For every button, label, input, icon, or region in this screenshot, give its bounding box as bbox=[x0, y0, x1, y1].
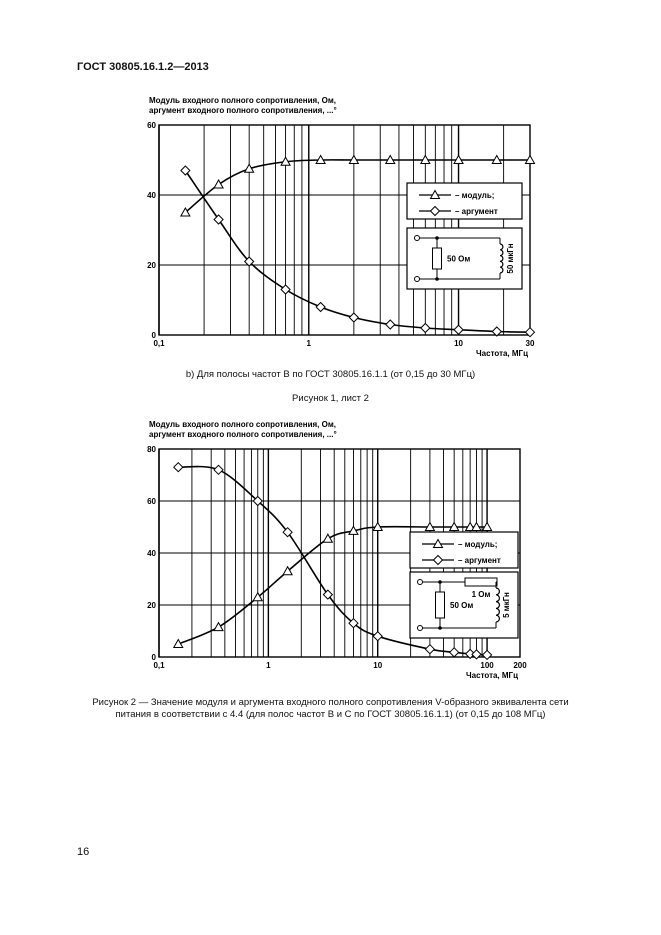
page-number: 16 bbox=[77, 846, 90, 858]
y-tick-label: 20 bbox=[147, 601, 156, 610]
document-header: ГОСТ 30805.16.1.2—2013 bbox=[77, 61, 209, 73]
x-tick-label: 200 bbox=[513, 661, 527, 670]
x-tick-label: 30 bbox=[525, 339, 535, 348]
chart-title-line-1: Модуль входного полного сопротивления, Ом, bbox=[149, 96, 336, 105]
data-point-argument bbox=[483, 650, 492, 659]
x-tick-label: 0,1 bbox=[153, 661, 165, 670]
y-tick-label: 60 bbox=[147, 121, 156, 130]
legend-label: – аргумент bbox=[458, 556, 501, 565]
figure-1-label: Рисунок 1, лист 2 bbox=[292, 393, 369, 404]
shunt-resistor-label: 50 Ом bbox=[447, 254, 471, 264]
x-tick-label: 10 bbox=[454, 339, 463, 348]
data-point-modulus bbox=[323, 534, 332, 542]
y-tick-label: 0 bbox=[151, 653, 156, 662]
x-tick-label: 100 bbox=[480, 661, 494, 670]
x-tick-label: 1 bbox=[266, 661, 271, 670]
circuit-diagram bbox=[410, 572, 518, 638]
data-point-modulus bbox=[214, 623, 223, 631]
chart-title-line-2: аргумент входного полного сопротивления, ...° bbox=[149, 106, 337, 115]
data-point-argument bbox=[425, 645, 434, 654]
legend-label: – модуль; bbox=[458, 540, 498, 549]
data-point-argument bbox=[174, 463, 183, 472]
circuit-terminal bbox=[418, 626, 423, 631]
inductor-label: 50 мкГн bbox=[506, 243, 515, 274]
x-axis-label: Частота, МГц bbox=[466, 671, 518, 680]
x-tick-label: 1 bbox=[306, 339, 311, 348]
x-tick-label: 10 bbox=[373, 661, 383, 670]
x-tick-label: 0,1 bbox=[153, 339, 165, 348]
series-resistor bbox=[465, 578, 497, 586]
data-point-argument bbox=[373, 632, 382, 641]
legend-label: – модуль; bbox=[455, 191, 495, 200]
data-point-argument bbox=[214, 465, 223, 474]
x-axis-label: Частота, МГц bbox=[476, 349, 528, 358]
series-resistor-label: 1 Ом bbox=[471, 590, 491, 599]
y-tick-label: 20 bbox=[147, 261, 156, 270]
legend-label: – аргумент bbox=[455, 207, 498, 216]
y-tick-label: 80 bbox=[147, 445, 156, 454]
y-tick-label: 60 bbox=[147, 497, 156, 506]
chart-title-line-1: Модуль входного полного сопротивления, Ом, bbox=[149, 420, 336, 429]
figure-2-caption-line-1: Рисунок 2 — Значение модуля и аргумента входного полного сопротивления V-образного эквивалента сети bbox=[92, 697, 569, 708]
chart-1-subcaption: b) Для полосы частот В по ГОСТ 30805.16.1.1 (от 0,15 до 30 МГц) bbox=[185, 369, 476, 380]
shunt-resistor-label: 50 Ом bbox=[450, 601, 474, 610]
chart-title-line-2: аргумент входного полного сопротивления, ...° bbox=[149, 430, 337, 439]
shunt-resistor bbox=[436, 592, 445, 618]
y-tick-label: 40 bbox=[147, 549, 156, 558]
circuit-terminal bbox=[418, 580, 423, 585]
y-tick-label: 40 bbox=[147, 191, 156, 200]
y-tick-label: 0 bbox=[151, 331, 156, 340]
data-point-argument bbox=[450, 648, 459, 657]
figure-2-caption-line-2: питания в соответствии с 4.4 (для полос частот В и С по ГОСТ 30805.16.1.1) (от 0,15 до 108 МГц) bbox=[115, 709, 546, 720]
inductor-label: 5 мкГн bbox=[502, 592, 511, 618]
